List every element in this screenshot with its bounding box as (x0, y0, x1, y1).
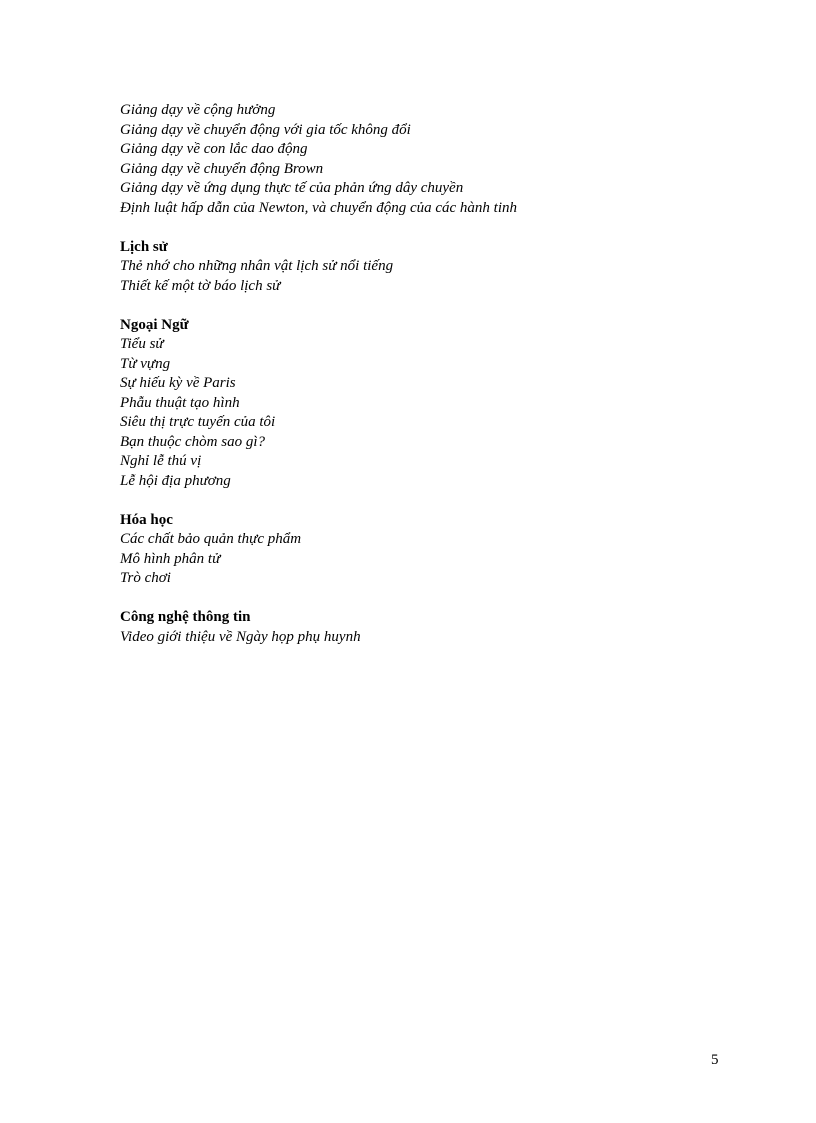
list-item: Giảng dạy về chuyển động với gia tốc không đổi (120, 121, 411, 138)
section-history (120, 238, 720, 297)
list-item: Thẻ nhớ cho những nhân vật lịch sử nổi tiếng (120, 258, 394, 274)
list-item: Trò chơi (120, 570, 171, 586)
list-item: Thiết kế một tờ báo lịch sử (120, 277, 281, 294)
list-item: Lễ hội địa phương (120, 472, 231, 489)
list-item: Sự hiếu kỳ về Paris (120, 375, 236, 391)
list-item: Giảng dạy về con lắc dao động (120, 141, 308, 157)
section-heading: Lịch sử (120, 238, 168, 255)
section-foreign-language (120, 316, 720, 492)
list-item: Nghỉ lễ thú vị (120, 453, 202, 469)
list-item: Phẫu thuật tạo hình (120, 394, 240, 411)
list-item: Tiểu sử (120, 336, 164, 352)
page-number: 5 (711, 1052, 719, 1068)
section-information-technology (120, 608, 720, 647)
list-item: Định luật hấp dẫn của Newton, và chuyển động của các hành tinh (120, 199, 518, 216)
section-heading: Công nghệ thông tin (120, 609, 251, 625)
document-body (120, 101, 720, 667)
list-item: Video giới thiệu về Ngày họp phụ huynh (120, 628, 361, 645)
list-item: Từ vựng (120, 355, 171, 372)
list-item: Mô hình phân tử (120, 550, 221, 567)
list-item: Siêu thị trực tuyến của tôi (120, 414, 276, 430)
section-physics-continued (120, 101, 720, 218)
section-chemistry (120, 511, 720, 589)
list-item: Các chất bảo quản thực phẩm (120, 531, 302, 547)
section-heading: Ngoại Ngữ (120, 316, 189, 333)
list-item: Giảng dạy về cộng hưởng (120, 102, 276, 118)
list-item: Giảng dạy về ứng dụng thực tế của phản ứng dây chuyền (120, 180, 464, 196)
list-item: Bạn thuộc chòm sao gì? (120, 433, 265, 450)
list-item: Giảng dạy về chuyển động Brown (120, 160, 324, 177)
section-heading: Hóa học (120, 511, 173, 528)
